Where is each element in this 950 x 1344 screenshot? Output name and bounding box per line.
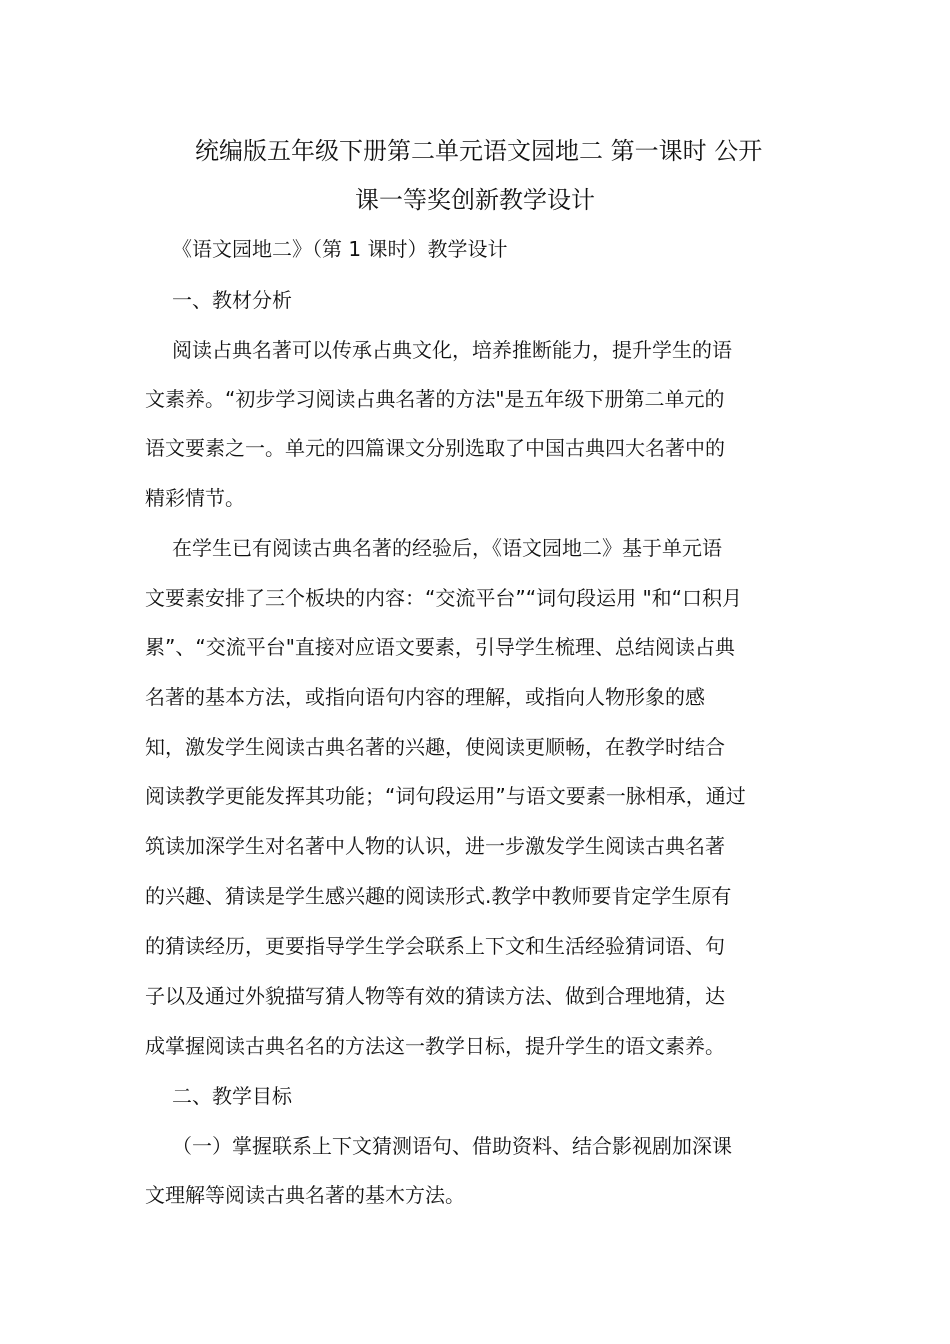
paragraph-line: 名著的基本方法，或指向语句内容的理解，或指向人物形象的感 <box>145 685 705 709</box>
paragraph-line: 筑读加深学生对名著中人物的认识，进一步激发学生阅读古典名著 <box>145 834 725 858</box>
paragraph-line: 的兴趣、猜读是学生感兴趣的阅读形式.教学中教师要肯定学生原有 <box>145 884 732 908</box>
document-title-line-1: 统编版五年级下册第二单元语文园地二 第一课时 公开 <box>195 137 763 165</box>
paragraph-line: 在学生已有阅读古典名著的经验后，《语文园地二》基于单元语 <box>172 536 722 560</box>
document-subtitle: 《语文园地二》（第 1 课时）教学设计 <box>172 237 508 261</box>
paragraph-line: 语文要素之一。单元的四篇课文分别选取了中国古典四大名著中的 <box>145 436 725 460</box>
paragraph-line: 文要素安排了三个板块的内容：“交流平台”“词句段运用 "和“口积月 <box>145 586 743 610</box>
paragraph-line: 子以及通过外貌描写猜人物等有效的猜读方法、做到合理地猜，达 <box>145 984 725 1008</box>
paragraph-line: 精彩情节。 <box>145 486 245 510</box>
paragraph-line: 文理解等阅读古典名著的基木方法。 <box>145 1183 465 1207</box>
paragraph-line: 累”、“交流平台"直接对应语文要素，引导学生梳理、总结阅读占典 <box>145 635 735 659</box>
section-heading-textbook-analysis: 一、教材分析 <box>172 288 292 312</box>
paragraph-line: 的猜读经历，更要指导学生学会联系上下文和生活经验猜词语、句 <box>145 934 725 958</box>
section-heading-teaching-goals: 二、教学目标 <box>172 1084 292 1108</box>
paragraph-line: 文素养。“初步学习阅读占典名著的方法"是五年级下册第二单元的 <box>145 387 725 411</box>
document-title-line-2: 课一等奖创新教学设计 <box>355 186 595 214</box>
paragraph-line: 成掌握阅读古典名名的方法这一教学日标，提升学生的语文素养。 <box>145 1034 725 1058</box>
paragraph-line: 知，激发学生阅读古典名著的兴趣，使阅读更顺畅，在教学时结合 <box>145 735 725 759</box>
paragraph-line: （一）掌握联系上下文猜测语句、借助资料、结合影视剧加深课 <box>172 1134 732 1158</box>
paragraph-line: 阅读占典名著可以传承占典文化，培养推断能力，提升学生的语 <box>172 338 732 362</box>
paragraph-line: 阅读教学更能发挥其功能；“词句段运用”与语文要素一脉相承，通过 <box>145 784 746 808</box>
